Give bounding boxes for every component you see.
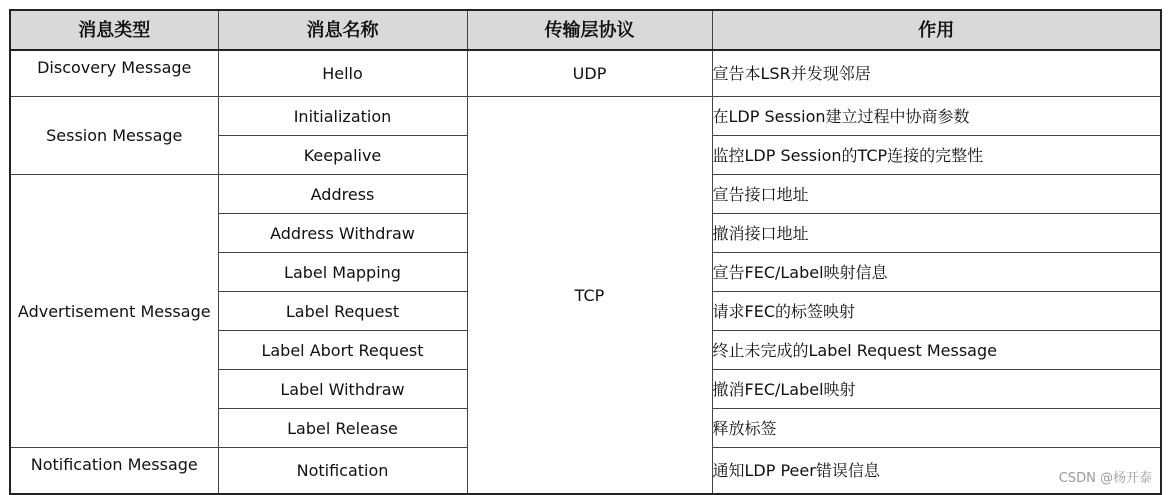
function-cell: 在LDP Session建立过程中协商参数 (712, 97, 1161, 136)
header-row (10, 10, 1161, 50)
function-cell: 撤消FEC/Label映射 (712, 370, 1161, 409)
watermark: CSDN @杨开泰 (1058, 471, 1152, 486)
header-message-type: 消息类型 (10, 10, 218, 50)
function-cell: 宣告本LSR并发现邻居 (712, 50, 1161, 97)
table-row (10, 97, 1161, 136)
message-name-cell: Label Release (218, 409, 467, 448)
function-cell: 监控LDP Session的TCP连接的完整性 (712, 136, 1161, 175)
message-name-cell: Address (218, 175, 467, 214)
function-cell: 通知LDP Peer错误信息 (712, 448, 1161, 495)
function-cell: 释放标签 (712, 409, 1161, 448)
function-cell: 终止未完成的Label Request Message (712, 331, 1161, 370)
message-type-cell: Discovery Message (10, 50, 218, 97)
ldp-message-table (9, 9, 1162, 495)
message-name-cell: Label Mapping (218, 253, 467, 292)
message-name-cell: Hello (218, 50, 467, 97)
message-name-cell: Initialization (218, 97, 467, 136)
transport-protocol-cell: TCP (467, 97, 712, 495)
message-name-cell: Address Withdraw (218, 214, 467, 253)
header-message-name: 消息名称 (218, 10, 467, 50)
message-type-cell: Notification Message (10, 448, 218, 495)
table-row (10, 50, 1161, 97)
function-cell: 撤消接口地址 (712, 214, 1161, 253)
function-cell: 宣告FEC/Label映射信息 (712, 253, 1161, 292)
message-type-cell: Session Message (10, 97, 218, 175)
message-name-cell: Keepalive (218, 136, 467, 175)
function-cell: 宣告接口地址 (712, 175, 1161, 214)
message-name-cell: Label Request (218, 292, 467, 331)
header-function: 作用 (712, 10, 1161, 50)
message-name-cell: Label Abort Request (218, 331, 467, 370)
message-type-cell: Advertisement Message (10, 175, 218, 448)
message-name-cell: Label Withdraw (218, 370, 467, 409)
transport-protocol-cell: UDP (467, 50, 712, 97)
message-name-cell: Notification (218, 448, 467, 495)
function-cell: 请求FEC的标签映射 (712, 292, 1161, 331)
header-transport-protocol: 传输层协议 (467, 10, 712, 50)
